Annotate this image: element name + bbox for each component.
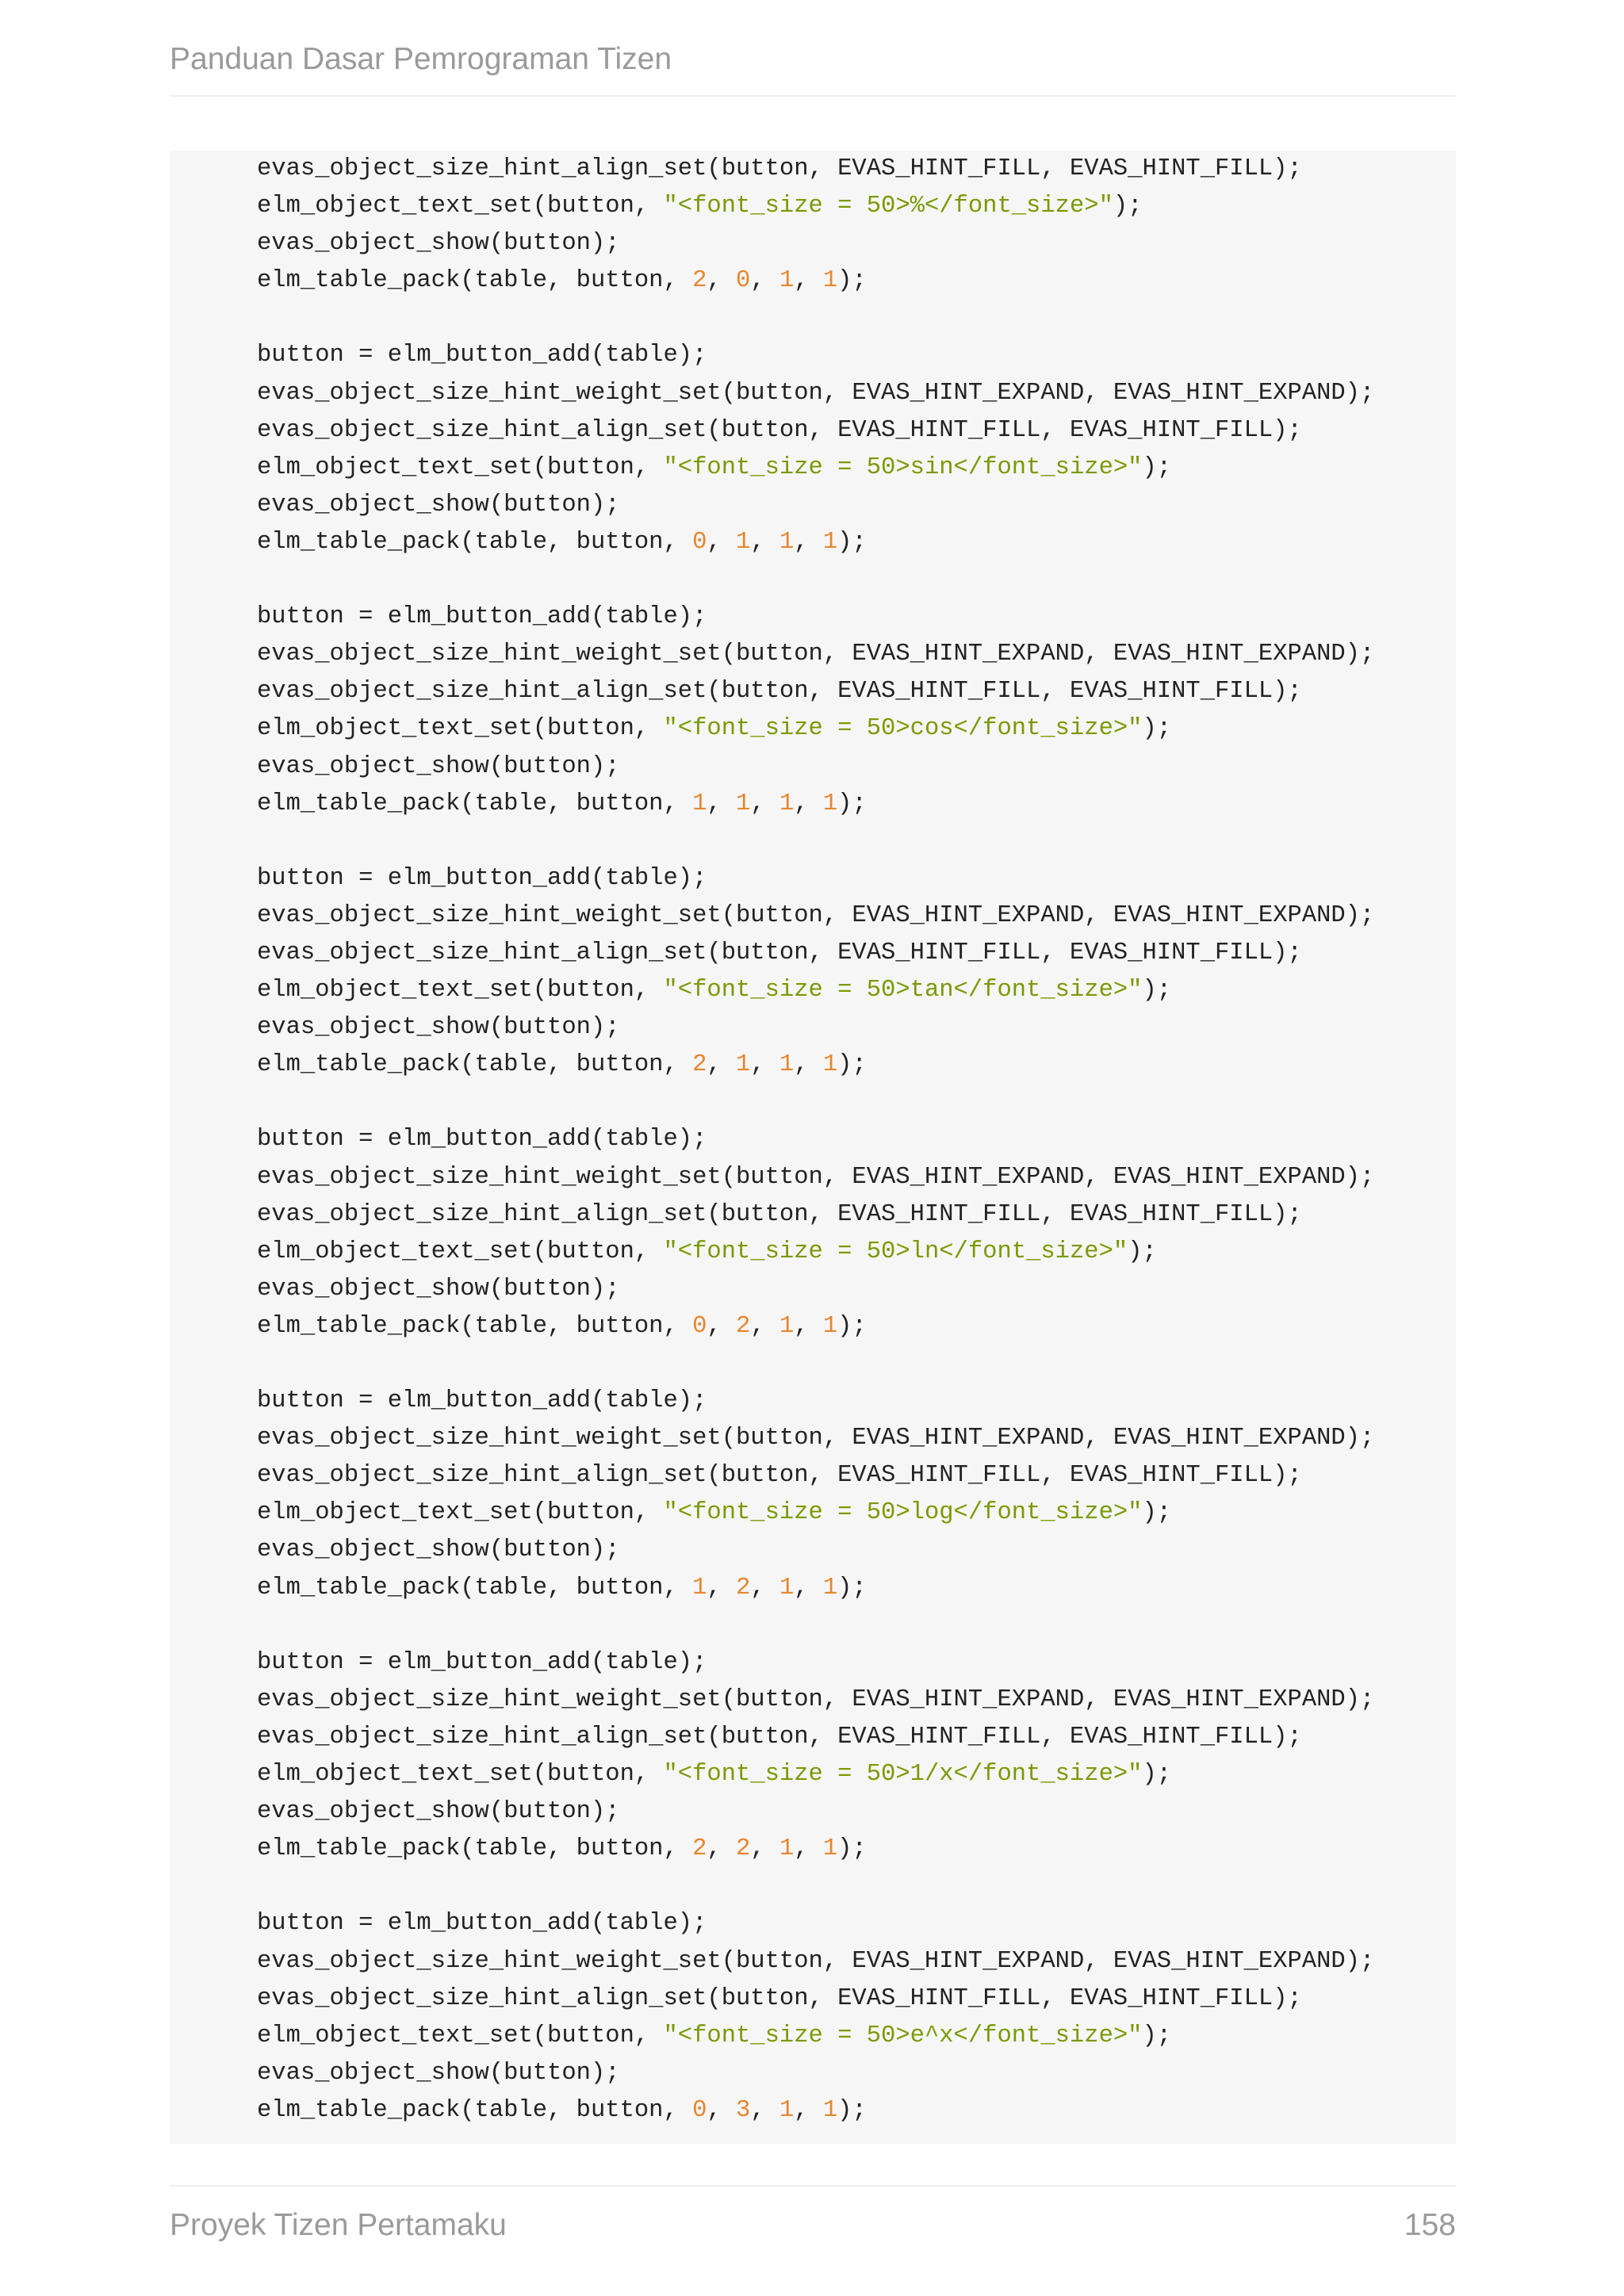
code-line: elm_table_pack(table, button, 0, 1, 1, 1); — [257, 528, 867, 556]
code-line: button = elm_button_add(table); — [257, 864, 707, 892]
code-line: elm_object_text_set(button, "<font_size = 50>e^x</font_size>"); — [257, 2022, 1172, 2049]
code-line: evas_object_size_hint_align_set(button, EVAS_HINT_FILL, EVAS_HINT_FILL); — [257, 1200, 1302, 1228]
code-line: evas_object_show(button); — [257, 491, 620, 519]
code-line: elm_object_text_set(button, "<font_size = 50>ln</font_size>"); — [257, 1238, 1157, 1265]
code-line: elm_object_text_set(button, "<font_size = 50>%</font_size>"); — [257, 193, 1143, 220]
code-line — [257, 1345, 1456, 1383]
code-line: evas_object_size_hint_weight_set(button, EVAS_HINT_EXPAND, EVAS_HINT_EXPAND); — [257, 1686, 1375, 1713]
code-line: evas_object_show(button); — [257, 2059, 620, 2087]
code-line — [257, 561, 1456, 599]
code-line: elm_table_pack(table, button, 2, 0, 1, 1); — [257, 267, 867, 295]
code-line: evas_object_size_hint_align_set(button, EVAS_HINT_FILL, EVAS_HINT_FILL); — [257, 155, 1302, 182]
code-line: evas_object_size_hint_align_set(button, EVAS_HINT_FILL, EVAS_HINT_FILL); — [257, 1984, 1302, 2012]
code-line: evas_object_size_hint_align_set(button, EVAS_HINT_FILL, EVAS_HINT_FILL); — [257, 939, 1302, 966]
code-line: evas_object_size_hint_align_set(button, EVAS_HINT_FILL, EVAS_HINT_FILL); — [257, 1723, 1302, 1751]
code-line: evas_object_show(button); — [257, 1014, 620, 1042]
code-line: evas_object_show(button); — [257, 1798, 620, 1826]
code-line: elm_object_text_set(button, "<font_size = 50>sin</font_size>"); — [257, 453, 1172, 481]
code-line: evas_object_size_hint_align_set(button, EVAS_HINT_FILL, EVAS_HINT_FILL); — [257, 678, 1302, 706]
code-line — [257, 300, 1456, 337]
code-line: button = elm_button_add(table); — [257, 342, 707, 369]
code-line — [257, 1868, 1456, 1905]
footer-title: Proyek Tizen Pertamaku — [170, 2208, 507, 2242]
code-line: elm_table_pack(table, button, 0, 3, 1, 1); — [257, 2096, 867, 2124]
code-line: evas_object_size_hint_weight_set(button, EVAS_HINT_EXPAND, EVAS_HINT_EXPAND); — [257, 1163, 1375, 1191]
code-line: elm_table_pack(table, button, 0, 2, 1, 1); — [257, 1312, 867, 1340]
code-line: evas_object_show(button); — [257, 230, 620, 258]
code-line: button = elm_button_add(table); — [257, 1648, 707, 1676]
code-block — [170, 151, 1456, 2144]
code-line: elm_object_text_set(button, "<font_size = 50>log</font_size>"); — [257, 1499, 1172, 1527]
page-number: 158 — [1404, 2208, 1456, 2242]
code-line: elm_table_pack(table, button, 1, 1, 1, 1); — [257, 790, 867, 817]
code-line: elm_object_text_set(button, "<font_size = 50>cos</font_size>"); — [257, 715, 1172, 743]
code-line: elm_object_text_set(button, "<font_size = 50>tan</font_size>"); — [257, 977, 1172, 1004]
code-line: evas_object_size_hint_align_set(button, EVAS_HINT_FILL, EVAS_HINT_FILL); — [257, 1462, 1302, 1490]
code-line: elm_table_pack(table, button, 2, 1, 1, 1); — [257, 1051, 867, 1079]
code-line — [257, 1084, 1456, 1121]
code-line: elm_object_text_set(button, "<font_size = 50>1/x</font_size>"); — [257, 1761, 1172, 1789]
page-header — [170, 35, 1456, 97]
code-line: evas_object_size_hint_weight_set(button, EVAS_HINT_EXPAND, EVAS_HINT_EXPAND); — [257, 901, 1375, 929]
code-line: elm_table_pack(table, button, 1, 2, 1, 1); — [257, 1574, 867, 1601]
code-listing — [257, 151, 1456, 2130]
code-line: button = elm_button_add(table); — [257, 603, 707, 631]
code-line: evas_object_show(button); — [257, 1275, 620, 1303]
code-line: evas_object_show(button); — [257, 1536, 620, 1564]
code-line: evas_object_size_hint_weight_set(button, EVAS_HINT_EXPAND, EVAS_HINT_EXPAND); — [257, 1947, 1375, 1975]
code-line: button = elm_button_add(table); — [257, 1126, 707, 1154]
code-line: evas_object_size_hint_weight_set(button, EVAS_HINT_EXPAND, EVAS_HINT_EXPAND); — [257, 641, 1375, 668]
header-title: Panduan Dasar Pemrograman Tizen — [170, 42, 672, 76]
code-line — [257, 823, 1456, 860]
code-line: elm_table_pack(table, button, 2, 2, 1, 1); — [257, 1835, 867, 1863]
page-footer — [170, 2185, 1456, 2256]
code-line: button = elm_button_add(table); — [257, 1387, 707, 1415]
code-line: evas_object_size_hint_weight_set(button, EVAS_HINT_EXPAND, EVAS_HINT_EXPAND); — [257, 1425, 1375, 1452]
code-line: evas_object_size_hint_align_set(button, EVAS_HINT_FILL, EVAS_HINT_FILL); — [257, 416, 1302, 444]
code-line — [257, 1607, 1456, 1644]
code-line: evas_object_show(button); — [257, 752, 620, 780]
code-line: button = elm_button_add(table); — [257, 1910, 707, 1938]
code-line: evas_object_size_hint_weight_set(button, EVAS_HINT_EXPAND, EVAS_HINT_EXPAND); — [257, 379, 1375, 407]
